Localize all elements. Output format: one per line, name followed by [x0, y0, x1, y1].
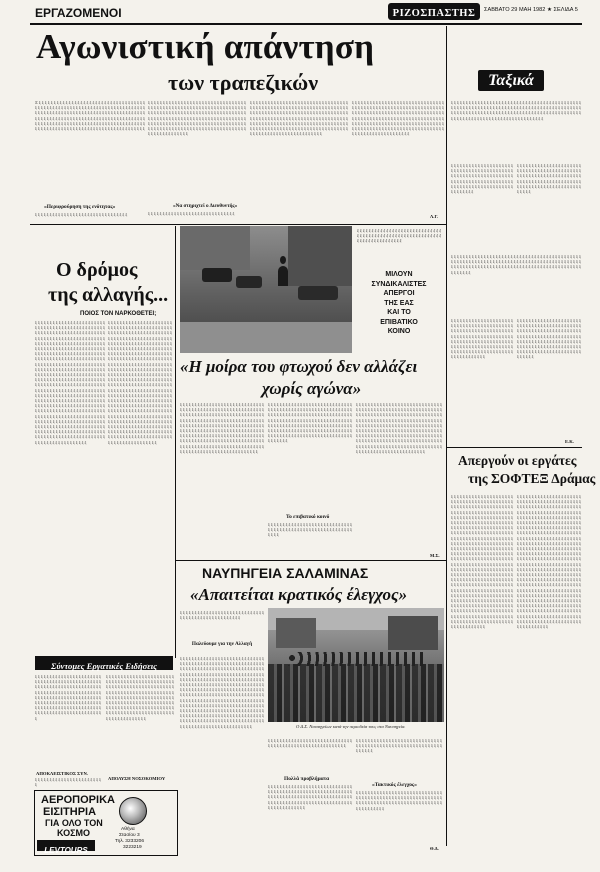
taxika-title-box — [478, 70, 544, 91]
apergoun-body-right: ξ ξ ξ ξ ξ ξ ξ ξ ξ ξ ξ ξ ξ ξ ξ ξ ξ ξ ξ ξ ξ ξ ξ ξ ξ ξ ξ ξ ξ ξ ξ ξ ξ ξ ξ ξ ξ ξ ξ ξ ξ ξ ξ ξ ξ ξ ξ ξ ξ ξ ξ ξ ξ ξ ξ ξ ξ ξ ξ ξ ξ ξ ξ ξ ξ ξ ξ ξ ξ ξ ξ ξ ξ ξ ξ ξ ξ ξ ξ ξ ξ ξ ξ ξ ξ ξ ξ ξ ξ ξ ξ ξ ξ ξ ξ ξ ξ ξ ξ ξ ξ ξ ξ ξ ξ ξ ξ ξ ξ ξ ξ ξ ξ ξ ξ ξ ξ ξ ξ ξ ξ ξ ξ ξ ξ ξ ξ ξ ξ ξ ξ ξ ξ ξ ξ ξ ξ ξ ξ ξ ξ ξ ξ ξ ξ ξ ξ ξ ξ ξ ξ ξ ξ ξ ξ ξ ξ ξ ξ ξ ξ ξ ξ ξ ξ ξ ξ ξ ξ ξ ξ ξ ξ ξ ξ ξ ξ ξ ξ ξ ξ ξ ξ ξ ξ ξ ξ ξ ξ ξ ξ ξ ξ ξ ξ ξ ξ ξ ξ ξ ξ ξ ξ ξ ξ ξ ξ ξ ξ ξ ξ ξ ξ ξ ξ ξ ξ ξ ξ ξ ξ ξ ξ ξ ξ ξ ξ ξ ξ ξ ξ ξ ξ ξ ξ ξ ξ ξ ξ ξ ξ ξ ξ ξ ξ ξ ξ ξ ξ ξ ξ ξ ξ ξ ξ ξ ξ ξ ξ ξ ξ ξ ξ ξ ξ ξ ξ ξ ξ ξ ξ ξ ξ ξ ξ ξ ξ ξ ξ ξ ξ ξ ξ ξ ξ ξ ξ ξ ξ ξ ξ ξ ξ ξ ξ ξ ξ ξ ξ ξ ξ ξ ξ ξ ξ ξ ξ ξ ξ ξ ξ ξ ξ ξ ξ ξ ξ ξ ξ ξ ξ ξ ξ ξ ξ ξ ξ ξ ξ ξ ξ ξ ξ ξ ξ ξ ξ ξ ξ ξ ξ ξ ξ ξ ξ ξ ξ ξ ξ ξ ξ ξ ξ ξ ξ ξ ξ ξ ξ ξ ξ ξ ξ ξ ξ ξ ξ ξ ξ ξ ξ ξ ξ ξ ξ ξ ξ ξ ξ ξ ξ ξ ξ ξ ξ ξ ξ ξ ξ ξ ξ ξ ξ ξ ξ ξ ξ ξ ξ ξ ξ ξ ξ ξ ξ ξ ξ ξ ξ ξ ξ ξ ξ ξ ξ ξ ξ ξ ξ ξ ξ ξ ξ ξ ξ ξ ξ ξ ξ ξ ξ ξ ξ ξ ξ ξ ξ ξ ξ ξ ξ ξ ξ ξ ξ ξ ξ ξ ξ ξ ξ ξ ξ ξ ξ ξ ξ ξ ξ ξ ξ ξ ξ ξ ξ ξ ξ ξ ξ ξ ξ ξ ξ ξ ξ ξ ξ ξ ξ ξ ξ ξ ξ ξ ξ ξ ξ ξ ξ ξ ξ ξ ξ ξ ξ ξ ξ ξ ξ ξ ξ ξ ξ ξ ξ ξ ξ ξ ξ ξ ξ ξ ξ ξ ξ ξ ξ ξ ξ ξ ξ ξ ξ ξ ξ ξ ξ ξ ξ ξ ξ ξ ξ ξ ξ ξ ξ ξ ξ ξ ξ ξ ξ ξ ξ ξ ξ ξ ξ ξ ξ ξ ξ ξ ξ ξ ξ ξ ξ ξ ξ — [517, 494, 581, 630]
moira-body-col2: ξ ξ ξ ξ ξ ξ ξ ξ ξ ξ ξ ξ ξ ξ ξ ξ ξ ξ ξ ξ ξ ξ ξ ξ ξ ξ ξ ξ ξ ξ ξ ξ ξ ξ ξ ξ ξ ξ ξ ξ ξ ξ ξ ξ ξ ξ ξ ξ ξ ξ ξ ξ ξ ξ ξ ξ ξ ξ ξ ξ ξ ξ ξ ξ ξ ξ ξ ξ ξ ξ ξ ξ ξ ξ ξ ξ ξ ξ ξ ξ ξ ξ ξ ξ ξ ξ ξ ξ ξ ξ ξ ξ ξ ξ ξ ξ ξ ξ ξ ξ ξ ξ ξ ξ ξ ξ ξ ξ ξ ξ ξ ξ ξ ξ ξ ξ ξ ξ ξ ξ ξ ξ ξ ξ ξ ξ ξ ξ ξ ξ ξ ξ ξ ξ ξ ξ ξ ξ ξ ξ ξ ξ ξ ξ ξ ξ ξ ξ ξ ξ ξ ξ ξ ξ ξ ξ ξ ξ ξ ξ ξ ξ ξ ξ ξ ξ ξ ξ ξ ξ ξ ξ ξ ξ ξ ξ ξ ξ ξ ξ ξ ξ ξ ξ ξ ξ ξ ξ ξ ξ ξ ξ ξ ξ ξ ξ ξ ξ ξ ξ ξ ξ ξ ξ ξ ξ ξ ξ ξ ξ — [268, 402, 352, 444]
photo1-caption-heads — [355, 270, 443, 337]
ad-line4: ΚΟΣΜΟ — [57, 828, 90, 838]
syntomes-body-col1: ξ ξ ξ ξ ξ ξ ξ ξ ξ ξ ξ ξ ξ ξ ξ ξ ξ ξ ξ ξ ξ ξ ξ ξ ξ ξ ξ ξ ξ ξ ξ ξ ξ ξ ξ ξ ξ ξ ξ ξ ξ ξ ξ ξ ξ ξ ξ ξ ξ ξ ξ ξ ξ ξ ξ ξ ξ ξ ξ ξ ξ ξ ξ ξ ξ ξ ξ ξ ξ ξ ξ ξ ξ ξ ξ ξ ξ ξ ξ ξ ξ ξ ξ ξ ξ ξ ξ ξ ξ ξ ξ ξ ξ ξ ξ ξ ξ ξ ξ ξ ξ ξ ξ ξ ξ ξ ξ ξ ξ ξ ξ ξ ξ ξ ξ ξ ξ ξ ξ ξ ξ ξ ξ ξ ξ ξ ξ ξ ξ ξ ξ ξ ξ ξ ξ ξ ξ ξ ξ ξ ξ ξ ξ ξ ξ ξ ξ ξ ξ ξ ξ ξ ξ ξ ξ ξ ξ ξ ξ ξ ξ ξ ξ ξ ξ ξ ξ ξ ξ ξ ξ ξ ξ ξ ξ ξ ξ ξ ξ ξ ξ ξ ξ ξ ξ — [35, 674, 101, 721]
section-label: ΕΡΓΑΖΟΜΕΝΟΙ — [35, 6, 122, 20]
salamina-byline: Θ.Δ. — [430, 846, 439, 851]
taxika-title: Ταξικά — [488, 72, 534, 89]
salamina-body-col2b: ξ ξ ξ ξ ξ ξ ξ ξ ξ ξ ξ ξ ξ ξ ξ ξ ξ ξ ξ ξ ξ ξ ξ ξ ξ ξ ξ ξ ξ ξ ξ ξ ξ ξ ξ ξ ξ ξ ξ ξ ξ ξ ξ ξ ξ ξ ξ ξ ξ ξ ξ ξ ξ ξ ξ ξ ξ ξ ξ ξ ξ ξ ξ ξ ξ ξ ξ ξ ξ ξ ξ ξ ξ ξ ξ ξ ξ ξ ξ ξ ξ ξ ξ ξ ξ ξ ξ ξ ξ ξ ξ ξ ξ ξ ξ ξ ξ ξ ξ ξ ξ ξ ξ ξ ξ ξ ξ ξ ξ ξ ξ ξ ξ ξ ξ ξ ξ ξ ξ ξ ξ ξ ξ ξ ξ ξ ξ ξ ξ — [268, 784, 352, 810]
taxika-body-top: ξ ξ ξ ξ ξ ξ ξ ξ ξ ξ ξ ξ ξ ξ ξ ξ ξ ξ ξ ξ ξ ξ ξ ξ ξ ξ ξ ξ ξ ξ ξ ξ ξ ξ ξ ξ ξ ξ ξ ξ ξ ξ ξ ξ ξ ξ ξ ξ ξ ξ ξ ξ ξ ξ ξ ξ ξ ξ ξ ξ ξ ξ ξ ξ ξ ξ ξ ξ ξ ξ ξ ξ ξ ξ ξ ξ ξ ξ ξ ξ ξ ξ ξ ξ ξ ξ ξ ξ ξ ξ ξ ξ ξ ξ ξ ξ ξ ξ ξ ξ ξ ξ ξ ξ ξ ξ ξ ξ ξ ξ ξ ξ ξ ξ ξ ξ ξ ξ ξ ξ ξ ξ ξ ξ ξ ξ ξ ξ ξ ξ ξ ξ ξ ξ ξ ξ ξ ξ ξ ξ ξ ξ ξ ξ ξ ξ ξ ξ ξ ξ ξ ξ ξ ξ ξ ξ ξ ξ ξ ξ ξ ξ ξ ξ — [451, 100, 581, 121]
taxika-body-low-left: ξ ξ ξ ξ ξ ξ ξ ξ ξ ξ ξ ξ ξ ξ ξ ξ ξ ξ ξ ξ ξ ξ ξ ξ ξ ξ ξ ξ ξ ξ ξ ξ ξ ξ ξ ξ ξ ξ ξ ξ ξ ξ ξ ξ ξ ξ ξ ξ ξ ξ ξ ξ ξ ξ ξ ξ ξ ξ ξ ξ ξ ξ ξ ξ ξ ξ ξ ξ ξ ξ ξ ξ ξ ξ ξ ξ ξ ξ ξ ξ ξ ξ ξ ξ ξ ξ ξ ξ ξ ξ ξ ξ ξ ξ ξ ξ ξ ξ ξ ξ ξ ξ ξ ξ ξ ξ ξ ξ ξ ξ ξ ξ ξ ξ ξ ξ ξ ξ ξ ξ ξ ξ ξ ξ ξ ξ ξ ξ ξ ξ ξ ξ ξ ξ ξ ξ ξ ξ ξ ξ ξ ξ ξ ξ ξ ξ ξ ξ ξ ξ ξ ξ ξ ξ ξ ξ ξ ξ ξ — [451, 318, 513, 360]
dromos-title-line1: Ο δρόμος — [56, 259, 138, 281]
taxika-body-mid: ξ ξ ξ ξ ξ ξ ξ ξ ξ ξ ξ ξ ξ ξ ξ ξ ξ ξ ξ ξ ξ ξ ξ ξ ξ ξ ξ ξ ξ ξ ξ ξ ξ ξ ξ ξ ξ ξ ξ ξ ξ ξ ξ ξ ξ ξ ξ ξ ξ ξ ξ ξ ξ ξ ξ ξ ξ ξ ξ ξ ξ ξ ξ ξ ξ ξ ξ ξ ξ ξ ξ ξ ξ ξ ξ ξ ξ ξ ξ ξ ξ ξ ξ ξ ξ ξ ξ ξ ξ ξ ξ ξ ξ ξ ξ ξ ξ ξ ξ ξ ξ ξ ξ ξ ξ ξ ξ ξ ξ ξ ξ ξ ξ ξ ξ ξ ξ ξ ξ ξ ξ ξ ξ ξ ξ ξ ξ ξ ξ ξ ξ ξ ξ ξ ξ ξ ξ ξ ξ — [451, 254, 581, 275]
date-text: ΣΑΒΒΑΤΟ 29 ΜΑΗ 1982 — [484, 7, 546, 13]
ad-tel2: 3223219 — [123, 845, 142, 850]
globe-icon — [119, 797, 147, 825]
masthead — [388, 3, 480, 20]
caption-line3: ΑΠΕΡΓΟΙ — [383, 290, 415, 297]
page-number: ΣΕΛΙΔΑ 5 — [553, 7, 578, 13]
salamina-title-line2: «Απαιτείται κρατικός έλεγχος» — [190, 585, 408, 604]
syntomes-body-col2: ξ ξ ξ ξ ξ ξ ξ ξ ξ ξ ξ ξ ξ ξ ξ ξ ξ ξ ξ ξ ξ ξ ξ ξ ξ ξ ξ ξ ξ ξ ξ ξ ξ ξ ξ ξ ξ ξ ξ ξ ξ ξ ξ ξ ξ ξ ξ ξ ξ ξ ξ ξ ξ ξ ξ ξ ξ ξ ξ ξ ξ ξ ξ ξ ξ ξ ξ ξ ξ ξ ξ ξ ξ ξ ξ ξ ξ ξ ξ ξ ξ ξ ξ ξ ξ ξ ξ ξ ξ ξ ξ ξ ξ ξ ξ ξ ξ ξ ξ ξ ξ ξ ξ ξ ξ ξ ξ ξ ξ ξ ξ ξ ξ ξ ξ ξ ξ ξ ξ ξ ξ ξ ξ ξ ξ ξ ξ ξ ξ ξ ξ ξ ξ ξ ξ ξ ξ ξ ξ ξ ξ ξ ξ ξ ξ ξ ξ ξ ξ ξ ξ ξ ξ ξ ξ ξ ξ ξ ξ ξ ξ ξ ξ ξ ξ ξ ξ ξ ξ ξ ξ ξ ξ ξ ξ ξ ξ ξ ξ ξ ξ ξ ξ ξ ξ ξ ξ ξ ξ ξ ξ ξ ξ ξ ξ ξ ξ ξ — [106, 674, 174, 721]
lead-title-line2: των τραπεζικών — [168, 70, 319, 95]
ad-brand: LEVTOURS — [44, 846, 88, 855]
moira-crosshead: Το επιβατικό κοινό — [286, 514, 330, 520]
salamina-crosshead2: Πολλά προβλήματα — [284, 776, 330, 782]
masthead-text: ΡΙΖΟΣΠΑΣΤΗΣ — [392, 8, 476, 19]
caption-line7: ΚΟΙΝΟ — [387, 328, 411, 335]
syntomes-crosshead1: ΑΠΟΚΛΕΙΣΤΙΚΟΣ ΣΥΝ. — [36, 771, 88, 776]
apergoun-title-line1: Απεργούν οι εργάτες — [458, 453, 577, 468]
caption-line4: ΤΗΣ ΕΑΣ — [384, 299, 414, 307]
lead-crosshead1: «Περιφρούρηση της ενότητας» — [44, 204, 116, 210]
syntomes-title-box — [35, 656, 173, 670]
lead-body-col3: ξ ξ ξ ξ ξ ξ ξ ξ ξ ξ ξ ξ ξ ξ ξ ξ ξ ξ ξ ξ ξ ξ ξ ξ ξ ξ ξ ξ ξ ξ ξ ξ ξ ξ ξ ξ ξ ξ ξ ξ ξ ξ ξ ξ ξ ξ ξ ξ ξ ξ ξ ξ ξ ξ ξ ξ ξ ξ ξ ξ ξ ξ ξ ξ ξ ξ ξ ξ ξ ξ ξ ξ ξ ξ ξ ξ ξ ξ ξ ξ ξ ξ ξ ξ ξ ξ ξ ξ ξ ξ ξ ξ ξ ξ ξ ξ ξ ξ ξ ξ ξ ξ ξ ξ ξ ξ ξ ξ ξ ξ ξ ξ ξ ξ ξ ξ ξ ξ ξ ξ ξ ξ ξ ξ ξ ξ ξ ξ ξ ξ ξ ξ ξ ξ ξ ξ ξ ξ ξ ξ ξ ξ ξ ξ ξ ξ ξ ξ ξ ξ ξ ξ ξ ξ ξ ξ ξ ξ ξ ξ ξ ξ ξ ξ ξ ξ ξ ξ ξ ξ ξ ξ ξ ξ ξ ξ ξ ξ ξ ξ ξ ξ ξ ξ ξ ξ ξ ξ ξ ξ ξ ξ ξ ξ ξ ξ ξ ξ ξ ξ ξ ξ ξ ξ ξ ξ ξ ξ ξ ξ ξ ξ ξ ξ ξ ξ ξ ξ ξ ξ ξ ξ ξ — [250, 100, 348, 137]
taxika-body-left: ξ ξ ξ ξ ξ ξ ξ ξ ξ ξ ξ ξ ξ ξ ξ ξ ξ ξ ξ ξ ξ ξ ξ ξ ξ ξ ξ ξ ξ ξ ξ ξ ξ ξ ξ ξ ξ ξ ξ ξ ξ ξ ξ ξ ξ ξ ξ ξ ξ ξ ξ ξ ξ ξ ξ ξ ξ ξ ξ ξ ξ ξ ξ ξ ξ ξ ξ ξ ξ ξ ξ ξ ξ ξ ξ ξ ξ ξ ξ ξ ξ ξ ξ ξ ξ ξ ξ ξ ξ ξ ξ ξ ξ ξ ξ ξ ξ ξ ξ ξ ξ ξ ξ ξ ξ ξ ξ ξ ξ ξ ξ ξ ξ — [451, 163, 513, 195]
ad-line3: ΓΙΑ ΟΛΟ ΤΟΝ — [45, 818, 103, 828]
dromos-right-rule — [175, 226, 176, 658]
moira-bottom-rule — [176, 560, 446, 561]
right-column-rule — [446, 26, 447, 846]
salamina-body-col2: ξ ξ ξ ξ ξ ξ ξ ξ ξ ξ ξ ξ ξ ξ ξ ξ ξ ξ ξ ξ ξ ξ ξ ξ ξ ξ ξ ξ ξ ξ ξ ξ ξ ξ ξ ξ ξ ξ ξ ξ ξ ξ ξ ξ ξ ξ ξ ξ ξ ξ ξ ξ ξ ξ ξ ξ — [268, 738, 352, 749]
ad-tel1: Τηλ. 3233206 — [115, 839, 144, 844]
caption-line2: ΣΥΝΔΙΚΑΛΙΣΤΕΣ — [371, 280, 427, 288]
ad-line1: ΑΕΡΟΠΟΡΙΚΑ — [41, 794, 115, 806]
lead-byline: Λ.Γ. — [430, 214, 438, 219]
photo1-caption-lead: ξ ξ ξ ξ ξ ξ ξ ξ ξ ξ ξ ξ ξ ξ ξ ξ ξ ξ ξ ξ ξ ξ ξ ξ ξ ξ ξ ξ ξ ξ ξ ξ ξ ξ ξ ξ ξ ξ ξ ξ ξ ξ ξ ξ ξ ξ ξ ξ ξ ξ ξ ξ ξ ξ ξ ξ ξ ξ ξ ξ ξ ξ ξ ξ ξ ξ ξ ξ ξ ξ ξ ξ ξ ξ — [357, 228, 441, 244]
lead-body-col4: ξ ξ ξ ξ ξ ξ ξ ξ ξ ξ ξ ξ ξ ξ ξ ξ ξ ξ ξ ξ ξ ξ ξ ξ ξ ξ ξ ξ ξ ξ ξ ξ ξ ξ ξ ξ ξ ξ ξ ξ ξ ξ ξ ξ ξ ξ ξ ξ ξ ξ ξ ξ ξ ξ ξ ξ ξ ξ ξ ξ ξ ξ ξ ξ ξ ξ ξ ξ ξ ξ ξ ξ ξ ξ ξ ξ ξ ξ ξ ξ ξ ξ ξ ξ ξ ξ ξ ξ ξ ξ ξ ξ ξ ξ ξ ξ ξ ξ ξ ξ ξ ξ ξ ξ ξ ξ ξ ξ ξ ξ ξ ξ ξ ξ ξ ξ ξ ξ ξ ξ ξ ξ ξ ξ ξ ξ ξ ξ ξ ξ ξ ξ ξ ξ ξ ξ ξ ξ ξ ξ ξ ξ ξ ξ ξ ξ ξ ξ ξ ξ ξ ξ ξ ξ ξ ξ ξ ξ ξ ξ ξ ξ ξ ξ ξ ξ ξ ξ ξ ξ ξ ξ ξ ξ ξ ξ ξ ξ ξ ξ ξ ξ ξ ξ ξ ξ ξ ξ ξ ξ ξ ξ ξ ξ ξ ξ ξ ξ ξ ξ ξ ξ ξ ξ ξ ξ — [352, 100, 444, 137]
lead-title-line1: Αγωνιστική απάντηση — [36, 27, 375, 66]
moira-body-col3: ξ ξ ξ ξ ξ ξ ξ ξ ξ ξ ξ ξ ξ ξ ξ ξ ξ ξ ξ ξ ξ ξ ξ ξ ξ ξ ξ ξ ξ ξ ξ ξ ξ ξ ξ ξ ξ ξ ξ ξ ξ ξ ξ ξ ξ ξ ξ ξ ξ ξ ξ ξ ξ ξ ξ ξ ξ ξ ξ ξ ξ ξ ξ ξ ξ ξ ξ ξ ξ ξ ξ ξ ξ ξ ξ ξ ξ ξ ξ ξ ξ ξ ξ ξ ξ ξ ξ ξ ξ ξ ξ ξ ξ ξ ξ ξ ξ ξ ξ ξ ξ ξ ξ ξ ξ ξ ξ ξ ξ ξ ξ ξ ξ ξ ξ ξ ξ ξ ξ ξ ξ ξ ξ ξ ξ ξ ξ ξ ξ ξ ξ ξ ξ ξ ξ ξ ξ ξ ξ ξ ξ ξ ξ ξ ξ ξ ξ ξ ξ ξ ξ ξ ξ ξ ξ ξ ξ ξ ξ ξ ξ ξ ξ ξ ξ ξ ξ ξ ξ ξ ξ ξ ξ ξ ξ ξ ξ ξ ξ ξ ξ ξ ξ ξ ξ ξ ξ ξ ξ ξ ξ ξ ξ ξ ξ ξ ξ ξ ξ ξ ξ ξ ξ ξ ξ ξ ξ ξ ξ ξ ξ ξ ξ ξ ξ ξ ξ ξ ξ ξ ξ ξ ξ ξ ξ ξ ξ ξ ξ ξ ξ ξ ξ ξ ξ ξ ξ ξ ξ ξ ξ ξ ξ ξ ξ ξ ξ ξ ξ ξ ξ ξ ξ ξ ξ ξ ξ ξ ξ ξ ξ ξ ξ ξ ξ ξ ξ ξ ξ ξ ξ ξ ξ ξ ξ ξ ξ ξ ξ ξ ξ ξ ξ ξ ξ — [356, 402, 442, 454]
ad-line2: ΕΙΣΙΤΗΡΙΑ — [43, 806, 97, 818]
syntomes-crosshead2: ΑΠΟΛΥΣΗ ΝΟΣΟΚΟΜΙΟΥ — [108, 776, 166, 781]
salamina-body-col3b: ξ ξ ξ ξ ξ ξ ξ ξ ξ ξ ξ ξ ξ ξ ξ ξ ξ ξ ξ ξ ξ ξ ξ ξ ξ ξ ξ ξ ξ ξ ξ ξ ξ ξ ξ ξ ξ ξ ξ ξ ξ ξ ξ ξ ξ ξ ξ ξ ξ ξ ξ ξ ξ ξ ξ ξ ξ ξ ξ ξ ξ ξ ξ ξ ξ ξ ξ ξ ξ ξ ξ ξ ξ ξ ξ ξ ξ ξ ξ ξ ξ ξ ξ ξ ξ ξ ξ ξ ξ ξ ξ ξ ξ ξ ξ ξ ξ — [356, 790, 442, 811]
ad-brand-box — [37, 840, 95, 855]
moira-byline: Μ.Σ. — [430, 553, 440, 558]
lead-bottom-rule — [30, 224, 446, 225]
photo1-caption — [355, 226, 443, 353]
taxika-body-right: ξ ξ ξ ξ ξ ξ ξ ξ ξ ξ ξ ξ ξ ξ ξ ξ ξ ξ ξ ξ ξ ξ ξ ξ ξ ξ ξ ξ ξ ξ ξ ξ ξ ξ ξ ξ ξ ξ ξ ξ ξ ξ ξ ξ ξ ξ ξ ξ ξ ξ ξ ξ ξ ξ ξ ξ ξ ξ ξ ξ ξ ξ ξ ξ ξ ξ ξ ξ ξ ξ ξ ξ ξ ξ ξ ξ ξ ξ ξ ξ ξ ξ ξ ξ ξ ξ ξ ξ ξ ξ ξ ξ ξ ξ ξ ξ ξ ξ ξ ξ ξ ξ ξ ξ ξ ξ ξ ξ ξ ξ ξ ξ ξ ξ ξ — [517, 163, 581, 195]
ad-box — [34, 790, 178, 856]
salamina-body-col1: ξ ξ ξ ξ ξ ξ ξ ξ ξ ξ ξ ξ ξ ξ ξ ξ ξ ξ ξ ξ ξ ξ ξ ξ ξ ξ ξ ξ ξ ξ ξ ξ ξ ξ ξ ξ ξ ξ ξ ξ ξ ξ ξ ξ ξ ξ ξ ξ ξ ξ — [180, 610, 264, 621]
salamina-title-line1: ΝΑΥΠΗΓΕΙΑ ΣΑΛΑΜΙΝΑΣ — [202, 565, 369, 581]
dromos-title-line2: της αλλαγής... — [48, 284, 169, 306]
moira-title-line1: «Η μοίρα του φτωχού δεν αλλάζει — [180, 357, 418, 376]
caption-line1: ΜΙΛΟΥΝ — [385, 271, 413, 278]
dromos-body-col1: ξ ξ ξ ξ ξ ξ ξ ξ ξ ξ ξ ξ ξ ξ ξ ξ ξ ξ ξ ξ ξ ξ ξ ξ ξ ξ ξ ξ ξ ξ ξ ξ ξ ξ ξ ξ ξ ξ ξ ξ ξ ξ ξ ξ ξ ξ ξ ξ ξ ξ ξ ξ ξ ξ ξ ξ ξ ξ ξ ξ ξ ξ ξ ξ ξ ξ ξ ξ ξ ξ ξ ξ ξ ξ ξ ξ ξ ξ ξ ξ ξ ξ ξ ξ ξ ξ ξ ξ ξ ξ ξ ξ ξ ξ ξ ξ ξ ξ ξ ξ ξ ξ ξ ξ ξ ξ ξ ξ ξ ξ ξ ξ ξ ξ ξ ξ ξ ξ ξ ξ ξ ξ ξ ξ ξ ξ ξ ξ ξ ξ ξ ξ ξ ξ ξ ξ ξ ξ ξ ξ ξ ξ ξ ξ ξ ξ ξ ξ ξ ξ ξ ξ ξ ξ ξ ξ ξ ξ ξ ξ ξ ξ ξ ξ ξ ξ ξ ξ ξ ξ ξ ξ ξ ξ ξ ξ ξ ξ ξ ξ ξ ξ ξ ξ ξ ξ ξ ξ ξ ξ ξ ξ ξ ξ ξ ξ ξ ξ ξ ξ ξ ξ ξ ξ ξ ξ ξ ξ ξ ξ ξ ξ ξ ξ ξ ξ ξ ξ ξ ξ ξ ξ ξ ξ ξ ξ ξ ξ ξ ξ ξ ξ ξ ξ ξ ξ ξ ξ ξ ξ ξ ξ ξ ξ ξ ξ ξ ξ ξ ξ ξ ξ ξ ξ ξ ξ ξ ξ ξ ξ ξ ξ ξ ξ ξ ξ ξ ξ ξ ξ ξ ξ ξ ξ ξ ξ ξ ξ ξ ξ ξ ξ ξ ξ ξ ξ ξ ξ ξ ξ ξ ξ ξ ξ ξ ξ ξ ξ ξ ξ ξ ξ ξ ξ ξ ξ ξ ξ ξ ξ ξ ξ ξ ξ ξ ξ ξ ξ ξ ξ ξ ξ ξ ξ ξ ξ ξ ξ ξ ξ ξ ξ ξ ξ ξ ξ ξ ξ ξ ξ ξ ξ ξ ξ ξ ξ ξ ξ ξ ξ ξ ξ ξ ξ ξ ξ ξ ξ ξ ξ ξ ξ ξ ξ ξ ξ ξ ξ ξ ξ ξ ξ ξ ξ ξ ξ ξ ξ ξ ξ ξ ξ ξ ξ ξ ξ ξ ξ ξ ξ ξ ξ ξ ξ ξ ξ ξ ξ ξ ξ ξ ξ ξ ξ ξ ξ ξ ξ ξ ξ ξ ξ ξ ξ ξ ξ ξ ξ ξ ξ ξ ξ ξ ξ ξ ξ ξ ξ ξ ξ ξ ξ ξ ξ ξ ξ ξ ξ ξ ξ ξ ξ ξ ξ ξ ξ ξ ξ ξ ξ ξ ξ ξ ξ ξ ξ ξ ξ ξ ξ ξ ξ ξ ξ ξ ξ ξ ξ ξ ξ ξ ξ ξ ξ ξ ξ ξ ξ ξ ξ ξ ξ ξ ξ ξ ξ ξ ξ ξ ξ ξ ξ ξ ξ ξ ξ ξ ξ ξ ξ ξ ξ ξ ξ ξ ξ ξ ξ ξ ξ ξ ξ ξ ξ ξ ξ ξ ξ ξ ξ ξ ξ ξ ξ ξ ξ ξ ξ ξ ξ ξ ξ ξ ξ ξ ξ ξ ξ ξ ξ ξ ξ ξ ξ ξ ξ ξ ξ ξ ξ ξ ξ ξ ξ ξ ξ ξ ξ ξ ξ ξ ξ ξ ξ ξ ξ ξ ξ ξ ξ — [35, 320, 105, 445]
caption-line6: ΕΠΙΒΑΤΙΚΟ — [380, 318, 418, 326]
ad-city: Αθήνα — [121, 827, 135, 832]
star-icon: ★ — [546, 7, 552, 13]
apergoun-title-line2: της ΣΟΦΤΕΞ Δράμας — [468, 471, 596, 486]
salamina-crosshead1: Παλεύουμε για την Αλλαγή — [191, 641, 253, 647]
apergoun-body-left: ξ ξ ξ ξ ξ ξ ξ ξ ξ ξ ξ ξ ξ ξ ξ ξ ξ ξ ξ ξ ξ ξ ξ ξ ξ ξ ξ ξ ξ ξ ξ ξ ξ ξ ξ ξ ξ ξ ξ ξ ξ ξ ξ ξ ξ ξ ξ ξ ξ ξ ξ ξ ξ ξ ξ ξ ξ ξ ξ ξ ξ ξ ξ ξ ξ ξ ξ ξ ξ ξ ξ ξ ξ ξ ξ ξ ξ ξ ξ ξ ξ ξ ξ ξ ξ ξ ξ ξ ξ ξ ξ ξ ξ ξ ξ ξ ξ ξ ξ ξ ξ ξ ξ ξ ξ ξ ξ ξ ξ ξ ξ ξ ξ ξ ξ ξ ξ ξ ξ ξ ξ ξ ξ ξ ξ ξ ξ ξ ξ ξ ξ ξ ξ ξ ξ ξ ξ ξ ξ ξ ξ ξ ξ ξ ξ ξ ξ ξ ξ ξ ξ ξ ξ ξ ξ ξ ξ ξ ξ ξ ξ ξ ξ ξ ξ ξ ξ ξ ξ ξ ξ ξ ξ ξ ξ ξ ξ ξ ξ ξ ξ ξ ξ ξ ξ ξ ξ ξ ξ ξ ξ ξ ξ ξ ξ ξ ξ ξ ξ ξ ξ ξ ξ ξ ξ ξ ξ ξ ξ ξ ξ ξ ξ ξ ξ ξ ξ ξ ξ ξ ξ ξ ξ ξ ξ ξ ξ ξ ξ ξ ξ ξ ξ ξ ξ ξ ξ ξ ξ ξ ξ ξ ξ ξ ξ ξ ξ ξ ξ ξ ξ ξ ξ ξ ξ ξ ξ ξ ξ ξ ξ ξ ξ ξ ξ ξ ξ ξ ξ ξ ξ ξ ξ ξ ξ ξ ξ ξ ξ ξ ξ ξ ξ ξ ξ ξ ξ ξ ξ ξ ξ ξ ξ ξ ξ ξ ξ ξ ξ ξ ξ ξ ξ ξ ξ ξ ξ ξ ξ ξ ξ ξ ξ ξ ξ ξ ξ ξ ξ ξ ξ ξ ξ ξ ξ ξ ξ ξ ξ ξ ξ ξ ξ ξ ξ ξ ξ ξ ξ ξ ξ ξ ξ ξ ξ ξ ξ ξ ξ ξ ξ ξ ξ ξ ξ ξ ξ ξ ξ ξ ξ ξ ξ ξ ξ ξ ξ ξ ξ ξ ξ ξ ξ ξ ξ ξ ξ ξ ξ ξ ξ ξ ξ ξ ξ ξ ξ ξ ξ ξ ξ ξ ξ ξ ξ ξ ξ ξ ξ ξ ξ ξ ξ ξ ξ ξ ξ ξ ξ ξ ξ ξ ξ ξ ξ ξ ξ ξ ξ ξ ξ ξ ξ ξ ξ ξ ξ ξ ξ ξ ξ ξ ξ ξ ξ ξ ξ ξ ξ ξ ξ ξ ξ ξ ξ ξ ξ ξ ξ ξ ξ ξ ξ ξ ξ ξ ξ ξ ξ ξ ξ ξ ξ ξ ξ ξ ξ ξ ξ ξ ξ ξ ξ ξ ξ ξ ξ ξ ξ ξ ξ ξ ξ ξ ξ ξ ξ ξ ξ ξ ξ ξ ξ ξ ξ ξ ξ ξ ξ ξ ξ ξ ξ ξ ξ ξ ξ ξ ξ ξ ξ ξ ξ ξ ξ ξ ξ ξ ξ ξ ξ ξ ξ ξ ξ ξ ξ ξ ξ ξ ξ ξ ξ ξ ξ ξ ξ — [451, 494, 513, 630]
lead-body-col2b: ξ ξ ξ ξ ξ ξ ξ ξ ξ ξ ξ ξ ξ ξ ξ ξ ξ ξ ξ ξ ξ ξ ξ ξ ξ ξ ξ ξ ξ ξ — [148, 211, 235, 216]
lead-body-col1: Ξ ξ ξ ξ ξ ξ ξ ξ ξ ξ ξ ξ ξ ξ ξ ξ ξ ξ ξ ξ ξ ξ ξ ξ ξ ξ ξ ξ ξ ξ ξ ξ ξ ξ ξ ξ ξ ξ ξ ξ ξ ξ ξ ξ ξ ξ ξ ξ ξ ξ ξ ξ ξ ξ ξ ξ ξ ξ ξ ξ ξ ξ ξ ξ ξ ξ ξ ξ ξ ξ ξ ξ ξ ξ ξ ξ ξ ξ ξ ξ ξ ξ ξ ξ ξ ξ ξ ξ ξ ξ ξ ξ ξ ξ ξ ξ ξ ξ ξ ξ ξ ξ ξ ξ ξ ξ ξ ξ ξ ξ ξ ξ ξ ξ ξ ξ ξ ξ ξ ξ ξ ξ ξ ξ ξ ξ ξ ξ ξ ξ ξ ξ ξ ξ ξ ξ ξ ξ ξ ξ ξ ξ ξ ξ ξ ξ ξ ξ ξ ξ ξ ξ ξ ξ ξ ξ ξ ξ ξ ξ ξ ξ ξ ξ ξ ξ ξ ξ ξ ξ ξ ξ ξ ξ ξ ξ ξ ξ ξ ξ ξ ξ ξ ξ ξ ξ ξ ξ ξ ξ ξ ξ ξ ξ ξ ξ ξ ξ ξ ξ ξ ξ ξ ξ ξ ξ ξ ξ ξ ξ ξ ξ ξ ξ ξ ξ ξ ξ ξ ξ ξ ξ ξ ξ ξ ξ ξ — [35, 100, 145, 132]
salamina-crosshead3: «Τακτικός έλεγχος» — [372, 782, 417, 788]
taxika-body-low-right: ξ ξ ξ ξ ξ ξ ξ ξ ξ ξ ξ ξ ξ ξ ξ ξ ξ ξ ξ ξ ξ ξ ξ ξ ξ ξ ξ ξ ξ ξ ξ ξ ξ ξ ξ ξ ξ ξ ξ ξ ξ ξ ξ ξ ξ ξ ξ ξ ξ ξ ξ ξ ξ ξ ξ ξ ξ ξ ξ ξ ξ ξ ξ ξ ξ ξ ξ ξ ξ ξ ξ ξ ξ ξ ξ ξ ξ ξ ξ ξ ξ ξ ξ ξ ξ ξ ξ ξ ξ ξ ξ ξ ξ ξ ξ ξ ξ ξ ξ ξ ξ ξ ξ ξ ξ ξ ξ ξ ξ ξ ξ ξ ξ ξ ξ ξ ξ ξ ξ ξ ξ ξ ξ ξ ξ ξ ξ ξ ξ ξ ξ ξ ξ ξ ξ ξ ξ ξ ξ ξ ξ ξ ξ ξ ξ ξ ξ ξ ξ ξ ξ ξ ξ ξ ξ ξ ξ ξ ξ ξ — [517, 318, 581, 360]
photo-salamina-shipyard — [268, 608, 444, 722]
taxika-bottom-rule — [446, 447, 582, 448]
dromos-subtitle: ΠΟΙΟΣ ΤΟΝ ΝΑΡΚΟΘΕΤΕΙ; — [80, 311, 157, 317]
salamina-body-col1b: ξ ξ ξ ξ ξ ξ ξ ξ ξ ξ ξ ξ ξ ξ ξ ξ ξ ξ ξ ξ ξ ξ ξ ξ ξ ξ ξ ξ ξ ξ ξ ξ ξ ξ ξ ξ ξ ξ ξ ξ ξ ξ ξ ξ ξ ξ ξ ξ ξ ξ ξ ξ ξ ξ ξ ξ ξ ξ ξ ξ ξ ξ ξ ξ ξ ξ ξ ξ ξ ξ ξ ξ ξ ξ ξ ξ ξ ξ ξ ξ ξ ξ ξ ξ ξ ξ ξ ξ ξ ξ ξ ξ ξ ξ ξ ξ ξ ξ ξ ξ ξ ξ ξ ξ ξ ξ ξ ξ ξ ξ ξ ξ ξ ξ ξ ξ ξ ξ ξ ξ ξ ξ ξ ξ ξ ξ ξ ξ ξ ξ ξ ξ ξ ξ ξ ξ ξ ξ ξ ξ ξ ξ ξ ξ ξ ξ ξ ξ ξ ξ ξ ξ ξ ξ ξ ξ ξ ξ ξ ξ ξ ξ ξ ξ ξ ξ ξ ξ ξ ξ ξ ξ ξ ξ ξ ξ ξ ξ ξ ξ ξ ξ ξ ξ ξ ξ ξ ξ ξ ξ ξ ξ ξ ξ ξ ξ ξ ξ ξ ξ ξ ξ ξ ξ ξ ξ ξ ξ ξ ξ ξ ξ ξ ξ ξ ξ ξ ξ ξ ξ ξ ξ ξ ξ ξ ξ ξ ξ ξ ξ ξ ξ ξ ξ ξ ξ ξ ξ ξ ξ ξ ξ ξ ξ ξ ξ ξ ξ ξ ξ ξ ξ ξ ξ ξ ξ ξ ξ ξ ξ ξ ξ ξ ξ ξ ξ ξ ξ ξ ξ ξ ξ ξ ξ ξ ξ ξ ξ ξ ξ ξ ξ ξ ξ ξ ξ ξ ξ ξ ξ ξ ξ ξ ξ ξ ξ ξ ξ ξ ξ ξ ξ ξ ξ ξ ξ ξ ξ ξ ξ ξ ξ ξ ξ ξ ξ ξ ξ ξ ξ ξ ξ ξ ξ ξ ξ ξ ξ ξ ξ ξ ξ ξ ξ ξ ξ ξ ξ ξ ξ ξ ξ ξ ξ ξ ξ ξ ξ ξ ξ ξ ξ ξ ξ ξ ξ ξ ξ ξ ξ ξ ξ ξ ξ ξ ξ ξ ξ ξ ξ ξ ξ ξ ξ ξ ξ ξ ξ ξ ξ ξ ξ ξ ξ ξ ξ ξ ξ ξ ξ ξ ξ ξ ξ ξ ξ ξ ξ ξ ξ ξ ξ — [180, 656, 264, 729]
header-date — [484, 7, 578, 13]
moira-body-col2b: ξ ξ ξ ξ ξ ξ ξ ξ ξ ξ ξ ξ ξ ξ ξ ξ ξ ξ ξ ξ ξ ξ ξ ξ ξ ξ ξ ξ ξ ξ ξ ξ ξ ξ ξ ξ ξ ξ ξ ξ ξ ξ ξ ξ ξ ξ ξ ξ ξ ξ ξ ξ ξ ξ ξ ξ ξ ξ ξ ξ ξ ξ — [268, 522, 352, 538]
caption-line5: ΚΑΙ ΤΟ — [387, 309, 411, 316]
syntomes-title: Σύντομες Εργατικές Ειδήσεις — [51, 661, 157, 671]
syntomes-body-col1b: ξ ξ ξ ξ ξ ξ ξ ξ ξ ξ ξ ξ ξ ξ ξ ξ ξ ξ ξ ξ ξ ξ ξ ξ — [35, 777, 101, 787]
lead-body-col2: ξ ξ ξ ξ ξ ξ ξ ξ ξ ξ ξ ξ ξ ξ ξ ξ ξ ξ ξ ξ ξ ξ ξ ξ ξ ξ ξ ξ ξ ξ ξ ξ ξ ξ ξ ξ ξ ξ ξ ξ ξ ξ ξ ξ ξ ξ ξ ξ ξ ξ ξ ξ ξ ξ ξ ξ ξ ξ ξ ξ ξ ξ ξ ξ ξ ξ ξ ξ ξ ξ ξ ξ ξ ξ ξ ξ ξ ξ ξ ξ ξ ξ ξ ξ ξ ξ ξ ξ ξ ξ ξ ξ ξ ξ ξ ξ ξ ξ ξ ξ ξ ξ ξ ξ ξ ξ ξ ξ ξ ξ ξ ξ ξ ξ ξ ξ ξ ξ ξ ξ ξ ξ ξ ξ ξ ξ ξ ξ ξ ξ ξ ξ ξ ξ ξ ξ ξ ξ ξ ξ ξ ξ ξ ξ ξ ξ ξ ξ ξ ξ ξ ξ ξ ξ ξ ξ ξ ξ ξ ξ ξ ξ ξ ξ ξ ξ ξ ξ ξ ξ ξ ξ ξ ξ ξ ξ ξ ξ ξ ξ ξ ξ ξ ξ ξ ξ ξ ξ ξ ξ ξ ξ ξ ξ ξ ξ ξ ξ ξ ξ ξ ξ ξ ξ ξ ξ ξ ξ ξ ξ ξ ξ — [148, 100, 246, 137]
lead-body-col1b: ξ ξ ξ ξ ξ ξ ξ ξ ξ ξ ξ ξ ξ ξ ξ ξ ξ ξ ξ ξ ξ ξ ξ ξ ξ ξ ξ ξ ξ ξ ξ ξ — [35, 212, 128, 217]
moira-body-col1: ξ ξ ξ ξ ξ ξ ξ ξ ξ ξ ξ ξ ξ ξ ξ ξ ξ ξ ξ ξ ξ ξ ξ ξ ξ ξ ξ ξ ξ ξ ξ ξ ξ ξ ξ ξ ξ ξ ξ ξ ξ ξ ξ ξ ξ ξ ξ ξ ξ ξ ξ ξ ξ ξ ξ ξ ξ ξ ξ ξ ξ ξ ξ ξ ξ ξ ξ ξ ξ ξ ξ ξ ξ ξ ξ ξ ξ ξ ξ ξ ξ ξ ξ ξ ξ ξ ξ ξ ξ ξ ξ ξ ξ ξ ξ ξ ξ ξ ξ ξ ξ ξ ξ ξ ξ ξ ξ ξ ξ ξ ξ ξ ξ ξ ξ ξ ξ ξ ξ ξ ξ ξ ξ ξ ξ ξ ξ ξ ξ ξ ξ ξ ξ ξ ξ ξ ξ ξ ξ ξ ξ ξ ξ ξ ξ ξ ξ ξ ξ ξ ξ ξ ξ ξ ξ ξ ξ ξ ξ ξ ξ ξ ξ ξ ξ ξ ξ ξ ξ ξ ξ ξ ξ ξ ξ ξ ξ ξ ξ ξ ξ ξ ξ ξ ξ ξ ξ ξ ξ ξ ξ ξ ξ ξ ξ ξ ξ ξ ξ ξ ξ ξ ξ ξ ξ ξ ξ ξ ξ ξ ξ ξ ξ ξ ξ ξ ξ ξ ξ ξ ξ ξ ξ ξ ξ ξ ξ ξ ξ ξ ξ ξ ξ ξ ξ ξ ξ ξ ξ ξ ξ ξ ξ ξ ξ ξ ξ ξ ξ ξ ξ ξ ξ ξ ξ ξ ξ ξ ξ ξ ξ ξ ξ ξ ξ ξ ξ ξ ξ ξ ξ ξ ξ ξ ξ ξ ξ ξ ξ ξ ξ ξ ξ ξ ξ ξ ξ ξ — [180, 402, 264, 454]
ad-address: Στασίου 3 — [119, 833, 140, 838]
photo-eas-strike — [180, 226, 352, 353]
moira-title-line2: χωρίς αγώνα» — [262, 379, 362, 398]
dromos-body-col2: ξ ξ ξ ξ ξ ξ ξ ξ ξ ξ ξ ξ ξ ξ ξ ξ ξ ξ ξ ξ ξ ξ ξ ξ ξ ξ ξ ξ ξ ξ ξ ξ ξ ξ ξ ξ ξ ξ ξ ξ ξ ξ ξ ξ ξ ξ ξ ξ ξ ξ ξ ξ ξ ξ ξ ξ ξ ξ ξ ξ ξ ξ ξ ξ ξ ξ ξ ξ ξ ξ ξ ξ ξ ξ ξ ξ ξ ξ ξ ξ ξ ξ ξ ξ ξ ξ ξ ξ ξ ξ ξ ξ ξ ξ ξ ξ ξ ξ ξ ξ ξ ξ ξ ξ ξ ξ ξ ξ ξ ξ ξ ξ ξ ξ ξ ξ ξ ξ ξ ξ ξ ξ ξ ξ ξ ξ ξ ξ ξ ξ ξ ξ ξ ξ ξ ξ ξ ξ ξ ξ ξ ξ ξ ξ ξ ξ ξ ξ ξ ξ ξ ξ ξ ξ ξ ξ ξ ξ ξ ξ ξ ξ ξ ξ ξ ξ ξ ξ ξ ξ ξ ξ ξ ξ ξ ξ ξ ξ ξ ξ ξ ξ ξ ξ ξ ξ ξ ξ ξ ξ ξ ξ ξ ξ ξ ξ ξ ξ ξ ξ ξ ξ ξ ξ ξ ξ ξ ξ ξ ξ ξ ξ ξ ξ ξ ξ ξ ξ ξ ξ ξ ξ ξ ξ ξ ξ ξ ξ ξ ξ ξ ξ ξ ξ ξ ξ ξ ξ ξ ξ ξ ξ ξ ξ ξ ξ ξ ξ ξ ξ ξ ξ ξ ξ ξ ξ ξ ξ ξ ξ ξ ξ ξ ξ ξ ξ ξ ξ ξ ξ ξ ξ ξ ξ ξ ξ ξ ξ ξ ξ ξ ξ ξ ξ ξ ξ ξ ξ ξ ξ ξ ξ ξ ξ ξ ξ ξ ξ ξ ξ ξ ξ ξ ξ ξ ξ ξ ξ ξ ξ ξ ξ ξ ξ ξ ξ ξ ξ ξ ξ ξ ξ ξ ξ ξ ξ ξ ξ ξ ξ ξ ξ ξ ξ ξ ξ ξ ξ ξ ξ ξ ξ ξ ξ ξ ξ ξ ξ ξ ξ ξ ξ ξ ξ ξ ξ ξ ξ ξ ξ ξ ξ ξ ξ ξ ξ ξ ξ ξ ξ ξ ξ ξ ξ ξ ξ ξ ξ ξ ξ ξ ξ ξ ξ ξ ξ ξ ξ ξ ξ ξ ξ ξ ξ ξ ξ ξ ξ ξ ξ ξ ξ ξ ξ ξ ξ ξ ξ ξ ξ ξ ξ ξ ξ ξ ξ ξ ξ ξ ξ ξ ξ ξ ξ ξ ξ ξ ξ ξ ξ ξ ξ ξ ξ ξ ξ ξ ξ ξ ξ ξ ξ ξ ξ ξ ξ ξ ξ ξ ξ ξ ξ ξ ξ ξ ξ ξ ξ ξ ξ ξ ξ ξ ξ ξ ξ ξ ξ ξ ξ ξ ξ ξ ξ ξ ξ ξ ξ ξ ξ ξ ξ ξ ξ ξ ξ ξ ξ ξ ξ ξ ξ ξ ξ ξ ξ ξ ξ ξ ξ ξ ξ ξ ξ ξ ξ ξ ξ ξ ξ ξ ξ ξ ξ ξ ξ ξ ξ ξ ξ ξ ξ ξ — [108, 320, 172, 445]
taxika-footer-note: Ε.Κ. — [565, 439, 574, 444]
salamina-photo-caption: Ο Δ.Σ. Ναυπηγείων κατά την περιοδεία τους στα Ναυπηγεία. — [296, 724, 406, 729]
lead-crosshead2: «Να στηριχτεί ο Διευθυντής» — [173, 203, 238, 209]
salamina-body-col3: ξ ξ ξ ξ ξ ξ ξ ξ ξ ξ ξ ξ ξ ξ ξ ξ ξ ξ ξ ξ ξ ξ ξ ξ ξ ξ ξ ξ ξ ξ ξ ξ ξ ξ ξ ξ ξ ξ ξ ξ ξ ξ ξ ξ ξ ξ ξ ξ ξ ξ ξ ξ ξ ξ ξ ξ ξ ξ ξ ξ ξ ξ ξ ξ — [356, 738, 442, 754]
